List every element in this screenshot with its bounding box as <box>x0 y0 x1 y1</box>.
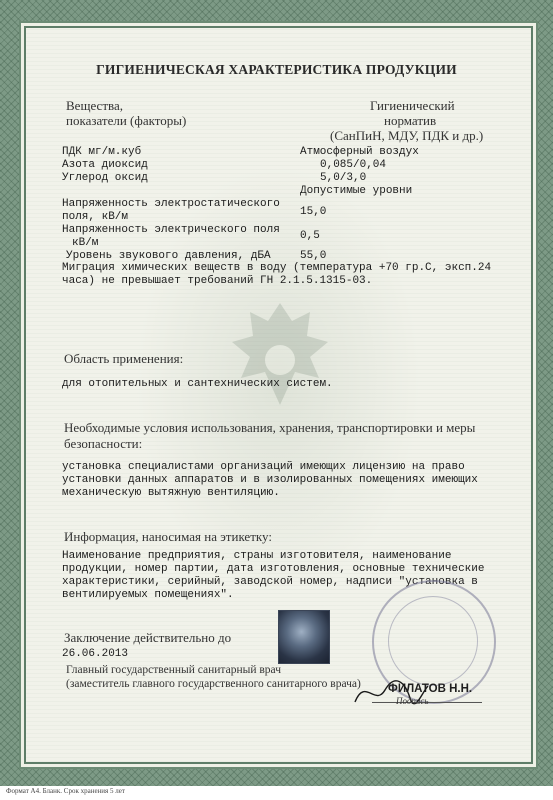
conditions-line1: установка специалистами организаций имеющих лицензию на право <box>62 461 465 473</box>
conditions-line2: установки данных аппаратов и в изолированных помещениях имеющих <box>62 474 478 486</box>
carbon-value: 5,0/3,0 <box>320 172 367 184</box>
header-right-line3: (СанПиН, МДУ, ПДК и др.) <box>330 128 484 143</box>
label-info-line4: вентилируемых помещениях". <box>62 589 234 601</box>
electrostatic-line1: Напряженность электростатического <box>62 198 280 210</box>
label-info-line2: продукции, номер партии, дата изготовления, основные технические <box>62 563 485 575</box>
nitrogen-label: Азота диоксид <box>62 159 148 171</box>
conditions-heading-line1: Необходимые условия использования, хранения, транспортировки и меры <box>64 420 476 435</box>
signer-title-line2: (заместитель главного государственного санитарного врача) <box>66 678 361 690</box>
label-info-line3: характеристики, серийный, заводской номер, надписи "установка в <box>62 576 478 588</box>
levels-label: Допустимые уровни <box>300 185 413 197</box>
nitrogen-value: 0,085/0,04 <box>320 159 387 171</box>
coat-of-arms-watermark <box>205 285 355 435</box>
document-title: ГИГИЕНИЧЕСКАЯ ХАРАКТЕРИСТИКА ПРОДУКЦИИ <box>96 62 457 77</box>
scope-heading: Область применения: <box>64 351 184 366</box>
scope-text: для отопительных и сантехнических систем. <box>62 378 333 390</box>
header-right-line1: Гигиенический <box>370 98 455 113</box>
header-left-line1: Вещества, <box>66 98 123 113</box>
signature-caption: Подпись <box>396 696 429 706</box>
carbon-label: Углерод оксид <box>62 172 148 184</box>
header-right-line2: норматив <box>384 113 437 128</box>
migration-line1: Миграция химических веществ в воду (температура +70 гр.С, эксп.24 <box>62 262 492 274</box>
sound-value: 55,0 <box>300 250 327 262</box>
hologram-sticker <box>278 610 330 664</box>
sound-label: Уровень звукового давления, дБА <box>66 250 271 262</box>
conditions-line3: механическую вытяжную вентиляцию. <box>62 487 280 499</box>
validity-heading: Заключение действительно до <box>64 630 232 645</box>
conditions-heading-line2: безопасности: <box>64 436 143 451</box>
label-info-heading: Информация, наносимая на этикетку: <box>64 529 272 544</box>
signer-name: ФИЛАТОВ Н.Н. <box>388 683 473 695</box>
electric-value: 0,5 <box>300 230 320 242</box>
label-info-line1: Наименование предприятия, страны изготовителя, наименование <box>62 550 452 562</box>
migration-line2: часа) не превышает требований ГН 2.1.5.1315-03. <box>62 275 373 287</box>
electrostatic-value: 15,0 <box>300 206 327 218</box>
signer-title-line1: Главный государственный санитарный врач <box>66 664 281 676</box>
electric-line1: Напряженность электрического поля <box>62 224 280 236</box>
electrostatic-line2: поля, кВ/м <box>62 211 129 223</box>
pdk-label: ПДК мг/м.куб <box>62 146 142 158</box>
pdk-value: Атмосферный воздух <box>300 146 419 158</box>
electric-line2: кВ/м <box>72 237 99 249</box>
footer-note: Формат А4. Бланк. Срок хранения 5 лет <box>6 787 125 795</box>
header-left-line2: показатели (факторы) <box>66 113 187 128</box>
validity-date: 26.06.2013 <box>62 648 129 660</box>
